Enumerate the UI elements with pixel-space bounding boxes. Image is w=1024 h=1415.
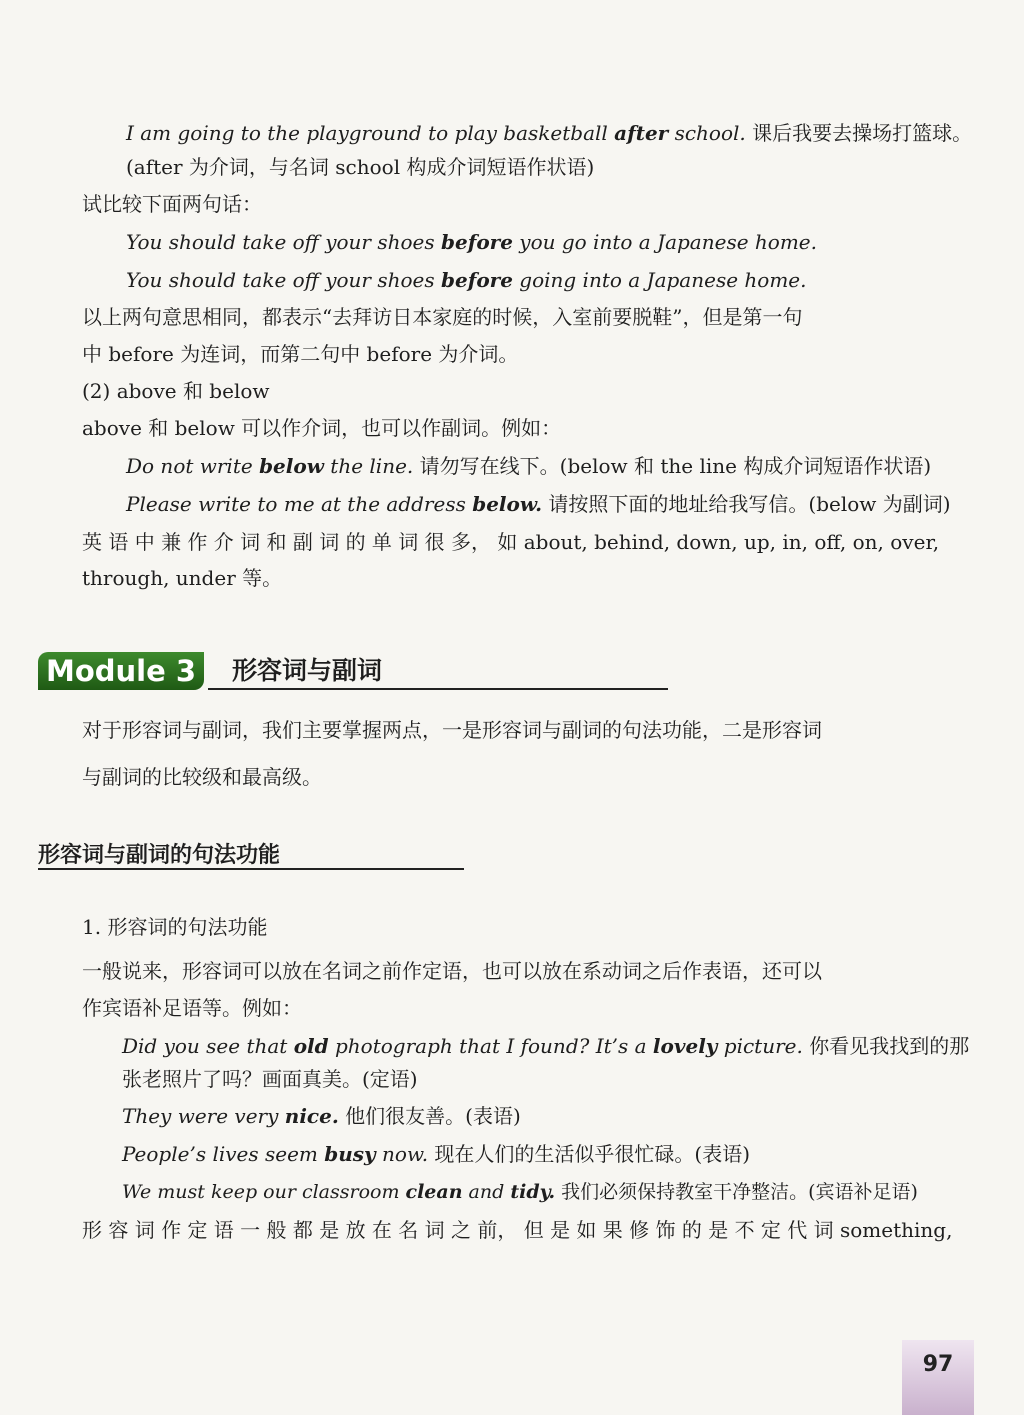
- translation: 现在人们的生活似乎很忙碌。(表语): [428, 1142, 751, 1166]
- example-after: [126, 118, 972, 148]
- example-text: going into a Japanese home.: [512, 268, 807, 292]
- example-text: picture.: [717, 1034, 803, 1058]
- keyword: after: [614, 121, 669, 145]
- example-before-1: [126, 227, 817, 257]
- subheading-above-below: (2) above 和 below: [82, 379, 270, 403]
- module-underline: [208, 688, 668, 690]
- translation: 请勿写在线下。(below 和 the line 构成介词短语作状语): [413, 454, 932, 478]
- example-text: I am going to the playground to play basketball: [126, 121, 615, 145]
- compare-intro: 试比较下面两句话：: [82, 192, 262, 216]
- example-below-1: [126, 451, 931, 481]
- explanation-line-2: 中 before 为连词，而第二句中 before 为介词。: [82, 342, 519, 366]
- example-text: We must keep our classroom: [122, 1181, 406, 1203]
- example-attributive-translation: 张老照片了吗？画面真美。(定语): [122, 1067, 418, 1091]
- word-list-line-1: 英 语 中 兼 作 介 词 和 副 词 的 单 词 很 多， 如 about, behind, down, up, in, off, on, over,: [82, 530, 940, 554]
- example-complement: [122, 1177, 918, 1207]
- example-text: Did you see that: [122, 1034, 294, 1058]
- example-below-2: [126, 489, 951, 519]
- example-before-2: [126, 265, 806, 295]
- example-text: Do not write: [126, 454, 260, 478]
- intro-line-2: 与副词的比较级和最高级。: [82, 765, 322, 789]
- example-text: school.: [668, 121, 746, 145]
- example-text: you go into a Japanese home.: [512, 230, 817, 254]
- above-below-intro: above 和 below 可以作介词，也可以作副词。例如：: [82, 416, 562, 440]
- example-predicative-1: [122, 1101, 521, 1131]
- example-text: photograph that I found? It’s a: [328, 1034, 653, 1058]
- example-text: People’s lives seem: [122, 1142, 325, 1166]
- example-text: Please write to me at the address: [126, 492, 473, 516]
- example-text: They were very: [122, 1104, 285, 1128]
- keyword: below.: [472, 492, 543, 516]
- section-underline: [38, 868, 464, 870]
- intro-line-1: 对于形容词与副词，我们主要掌握两点，一是形容词与副词的句法功能，二是形容词: [82, 718, 822, 742]
- example-predicative-2: [122, 1139, 750, 1169]
- adjective-intro-line-1: 一般说来，形容词可以放在名词之前作定语，也可以放在系动词之后作表语，还可以: [82, 959, 822, 983]
- subheading-adjective-function: 1. 形容词的句法功能: [82, 915, 268, 939]
- keyword: tidy.: [510, 1181, 556, 1203]
- translation: 课后我要去操场打篮球。: [745, 121, 973, 145]
- example-attributive: [122, 1031, 969, 1061]
- keyword: before: [441, 230, 513, 254]
- translation: 他们很友善。(表语): [338, 1104, 521, 1128]
- section-title: 形容词与副词的句法功能: [38, 843, 281, 868]
- translation: 我们必须保持教室干净整洁。(宾语补足语): [555, 1181, 918, 1203]
- page-number: 97: [922, 1352, 954, 1377]
- keyword: nice.: [284, 1104, 339, 1128]
- example-text: now.: [375, 1142, 429, 1166]
- example-text: the line.: [323, 454, 414, 478]
- keyword: old: [293, 1034, 329, 1058]
- explanation-line-1: 以上两句意思相同，都表示“去拜访日本家庭的时候，入室前要脱鞋”，但是第一句: [82, 305, 803, 329]
- keyword: lovely: [652, 1034, 718, 1058]
- example-text: You should take off your shoes: [126, 230, 441, 254]
- translation: 你看见我找到的那: [802, 1034, 970, 1058]
- word-list-line-2: through, under 等。: [82, 566, 283, 590]
- module-header: [38, 652, 668, 692]
- module-badge: Module 3: [38, 652, 204, 690]
- keyword: below: [259, 454, 324, 478]
- keyword: clean: [405, 1181, 463, 1203]
- module-title: 形容词与副词: [232, 656, 383, 685]
- keyword: before: [441, 268, 513, 292]
- adjective-intro-line-2: 作宾语补足语等。例如：: [82, 996, 302, 1020]
- attributive-note: 形 容 词 作 定 语 一 般 都 是 放 在 名 词 之 前， 但 是 如 果 修 饰 的 是 不 定 代 词 something,: [82, 1218, 953, 1242]
- example-text: and: [462, 1181, 511, 1203]
- keyword: busy: [324, 1142, 376, 1166]
- example-text: You should take off your shoes: [126, 268, 441, 292]
- note-after: (after 为介词，与名词 school 构成介词短语作状语): [126, 155, 595, 179]
- translation: 请按照下面的地址给我写信。(below 为副词): [542, 492, 951, 516]
